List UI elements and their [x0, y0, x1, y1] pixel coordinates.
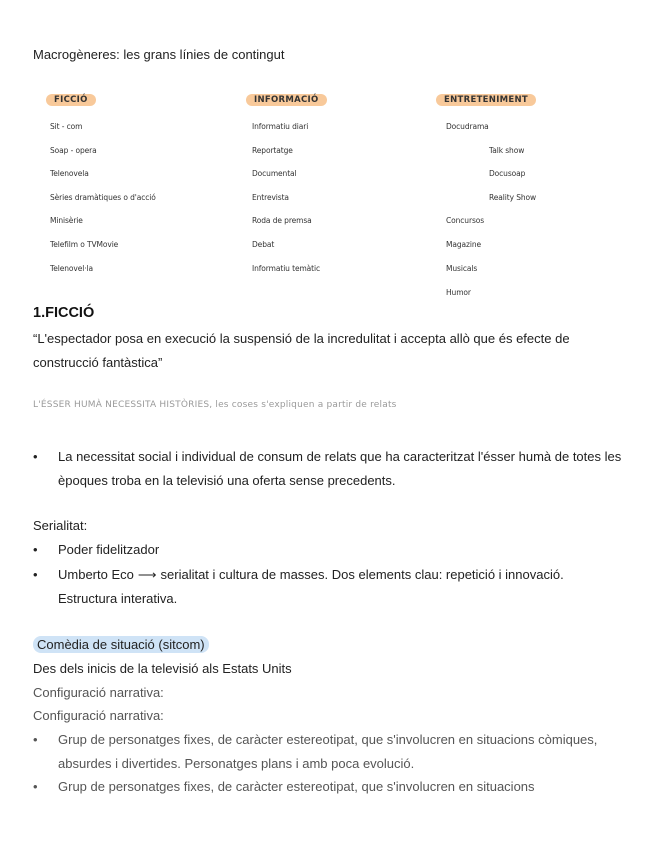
- bullet-text: La necessitat social i individual de consum de relats que ha caracteritzat l'ésser humà de totes les èpoques troba en la televisió una oferta sense precedents.: [58, 449, 622, 488]
- list-item: Talk show: [489, 146, 525, 155]
- list-item: Telenovel·la: [50, 264, 93, 273]
- list-item: Sit - com: [50, 122, 83, 131]
- handwritten-note: L'ÉSSER HUMÀ NECESSITA HISTÒRIES, les coses s'expliquen a partir de relats: [33, 400, 397, 410]
- list-item: Telefilm o TVMovie: [50, 240, 119, 249]
- list-item: [33, 775, 623, 799]
- list-item: Informatiu diari: [252, 122, 309, 131]
- list-item: [33, 538, 623, 562]
- section-title: 1.FICCIÓ: [33, 305, 95, 321]
- list-item: [33, 728, 623, 776]
- list-item: Docusoap: [489, 169, 526, 178]
- list-item: [33, 445, 623, 493]
- list-item: Informatiu temàtic: [252, 264, 321, 273]
- bullet-text: Poder fidelitzador: [58, 542, 160, 557]
- sitcom-origin: Des dels inicis de la televisió als Estats Units: [33, 661, 292, 676]
- list-item: [33, 563, 623, 611]
- column-header: INFORMACIÓ: [246, 94, 327, 106]
- list-item: Docudrama: [446, 122, 489, 131]
- column-header: ENTRETENIMENT: [436, 94, 536, 106]
- bullet-marker: •: [33, 567, 38, 582]
- bullet-text-author: Umberto Eco: [58, 567, 134, 582]
- list-item: Roda de premsa: [252, 216, 312, 225]
- arrow-right-icon: ⟶: [137, 567, 157, 582]
- list-item: Minisèrie: [50, 216, 83, 225]
- list-item: Magazine: [446, 240, 482, 249]
- config-label: Configuració narrativa:: [33, 685, 164, 700]
- list-item: Debat: [252, 240, 275, 249]
- list-item: Documental: [252, 169, 297, 178]
- list-item: Humor: [446, 288, 471, 297]
- list-item: Soap - opera: [50, 146, 97, 155]
- config-label: Configuració narrativa:: [33, 708, 164, 723]
- bullet-marker: •: [33, 732, 38, 747]
- list-item: Sèries dramàtiques o d'acció: [50, 193, 156, 202]
- bullet-marker: •: [33, 779, 38, 794]
- list-item: Concursos: [446, 216, 485, 225]
- list-item: Entrevista: [252, 193, 289, 202]
- bullet-text: Grup de personatges fixes, de caràcter estereotipat, que s'involucren en situacions: [58, 779, 535, 794]
- bullet-text: serialitat i cultura de masses. Dos elements clau: repetició i innovació. Estructura interativa.: [58, 567, 564, 606]
- bullet-text: Grup de personatges fixes, de caràcter estereotipat, que s'involucren en situacions còmiques, absurdes i divertides. Personatges plans i amb poca evolució.: [58, 732, 598, 771]
- list-item: Reality Show: [489, 193, 537, 202]
- serialitat-label: Serialitat:: [33, 518, 88, 533]
- top-heading: Macrogèneres: les grans línies de contingut: [33, 47, 285, 62]
- list-item: Reportatge: [252, 146, 293, 155]
- quote-paragraph: “L'espectador posa en execució la suspensió de la incredulitat i accepta allò que és efecte de construcció fantàstica”: [33, 331, 570, 370]
- bullet-marker: •: [33, 449, 38, 464]
- list-item: Telenovela: [50, 169, 89, 178]
- list-item: Musicals: [446, 264, 478, 273]
- column-header: FICCIÓ: [46, 94, 96, 106]
- sitcom-title: Comèdia de situació (sitcom): [33, 636, 209, 653]
- bullet-marker: •: [33, 542, 38, 557]
